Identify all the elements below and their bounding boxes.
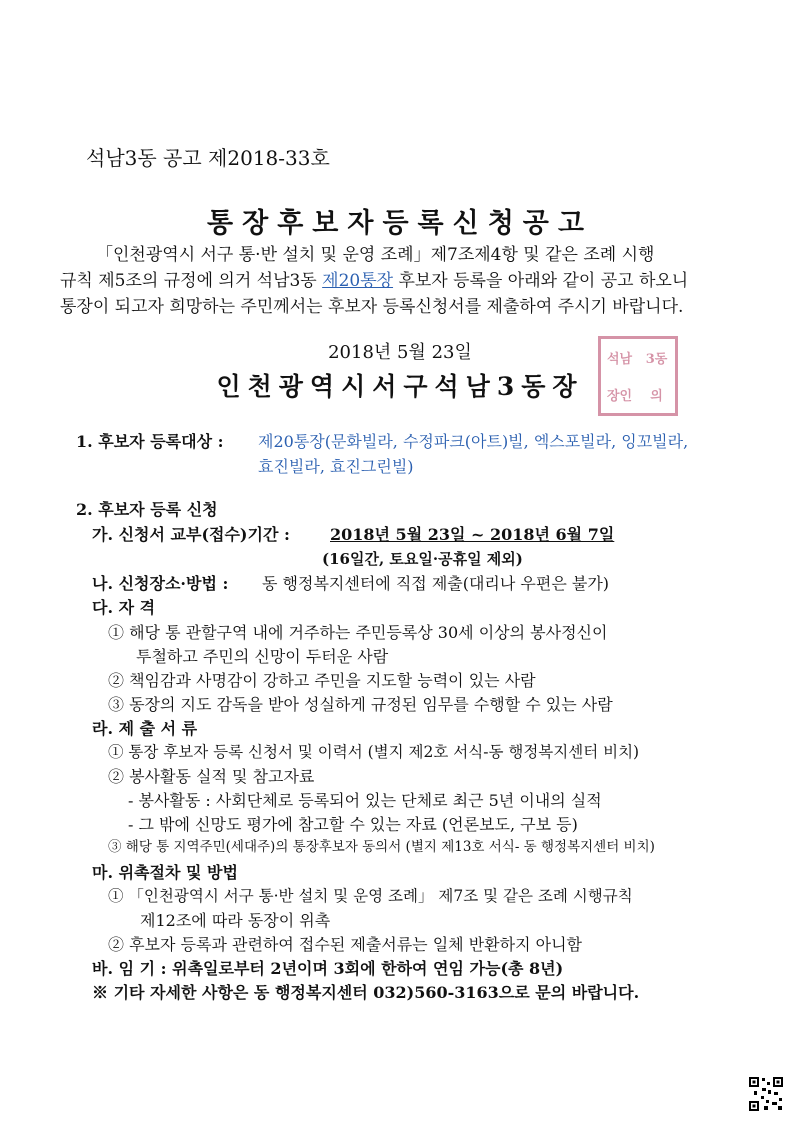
notice-date: 2018년 5월 23일 — [328, 342, 472, 363]
da-item-3: ③ 동장의 지도 감독을 받아 성실하게 규정된 임무를 수행할 수 있는 사람 — [108, 695, 613, 714]
section1-value-1: 제20통장(문화빌라, 수정파크(아트)빌, 엑스포빌라, 잉꼬빌라, — [258, 432, 689, 451]
ga-value: 2018년 5월 23일 ~ 2018년 6월 7일 — [330, 525, 615, 544]
ga-note: (16일간, 토요일·공휴일 제외) — [322, 550, 523, 568]
seal-char: 의 — [650, 389, 663, 404]
da-item-2: ② 책임감과 사명감이 강하고 주민을 지도할 능력이 있는 사람 — [108, 671, 536, 690]
intro-line-2 — [60, 273, 688, 290]
seal-char: 장인 — [606, 389, 633, 404]
seal-char: 석남 — [606, 352, 633, 367]
ra-label: 라. 제 출 서 류 — [92, 719, 198, 738]
da-item-1b: 투철하고 주민의 신망이 두터운 사람 — [136, 647, 389, 666]
ga-label: 가. 신청서 교부(접수)기간 : — [92, 525, 290, 544]
ba-term: 바. 임 기 : 위촉일로부터 2년이며 3회에 한하여 연임 가능(총 8년) — [92, 959, 564, 978]
ra-item-3: ③ 해당 통 지역주민(세대주)의 통장후보자 동의서 (별지 제13호 서식- 동 행정복지센터 비치) — [108, 839, 655, 855]
notice-number: 석남3동 공고 제2018-33호 — [86, 146, 330, 170]
district-link: 제20통장 — [322, 271, 394, 291]
ma-label: 마. 위촉절차 및 방법 — [92, 863, 238, 882]
intro-text: 규칙 제5조의 규정에 의거 석남3동 — [60, 271, 323, 291]
ra-item-2b: - 그 밖에 신망도 평가에 참고할 수 있는 자료 (언론보도, 구보 등) — [128, 815, 578, 834]
seal-char: 3동 — [645, 352, 668, 367]
intro-line-3: 통장이 되고자 희망하는 주민께서는 후보자 등록신청서를 제출하여 주시기 바랍니다. — [60, 297, 684, 317]
section1-value-2: 효진빌라, 효진그린빌) — [258, 457, 414, 476]
section2-label: 2. 후보자 등록 신청 — [76, 500, 218, 519]
da-label: 다. 자 격 — [92, 598, 156, 617]
ra-item-2: ② 봉사활동 실적 및 참고자료 — [108, 767, 315, 786]
da-item-1a: ① 해당 통 관할구역 내에 거주하는 주민등록상 30세 이상의 봉사정신이 — [108, 623, 608, 642]
ma-item-1a: ① 「인천광역시 서구 통·반 설치 및 운영 조례」 제7조 및 같은 조례 시행규칙 — [108, 887, 633, 905]
qr-code-icon — [748, 1076, 784, 1112]
document-title: 통장후보자등록신청공고 — [207, 208, 593, 239]
ra-item-2a: - 봉사활동 : 사회단체로 등록되어 있는 단체로 최근 5년 이내의 실적 — [128, 791, 602, 810]
intro-line-1: 「인천광역시 서구 통·반 설치 및 운영 조례」제7조제4항 및 같은 조례 시행 — [96, 245, 655, 265]
official-seal-icon — [598, 336, 678, 416]
issuing-authority: 인천광역시서구석남3동장 — [216, 372, 584, 401]
ma-item-2: ② 후보자 등록과 관련하여 접수된 제출서류는 일체 반환하지 아니함 — [108, 935, 583, 954]
contact-note: ※ 기타 자세한 사항은 동 행정복지센터 032)560-3163으로 문의 바랍니다. — [92, 983, 640, 1002]
intro-text: 후보자 등록을 아래와 같이 공고 하오니 — [393, 271, 689, 291]
na-value: 동 행정복지센터에 직접 제출(대리나 우편은 불가) — [262, 574, 610, 593]
ma-item-1b: 제12조에 따라 동장이 위촉 — [140, 911, 331, 930]
ra-item-1: ① 통장 후보자 등록 신청서 및 이력서 (별지 제2호 서식-동 행정복지센터 비치) — [108, 743, 640, 761]
section1-label: 1. 후보자 등록대상 : — [76, 432, 224, 451]
na-label: 나. 신청장소·방법 : — [92, 574, 229, 593]
